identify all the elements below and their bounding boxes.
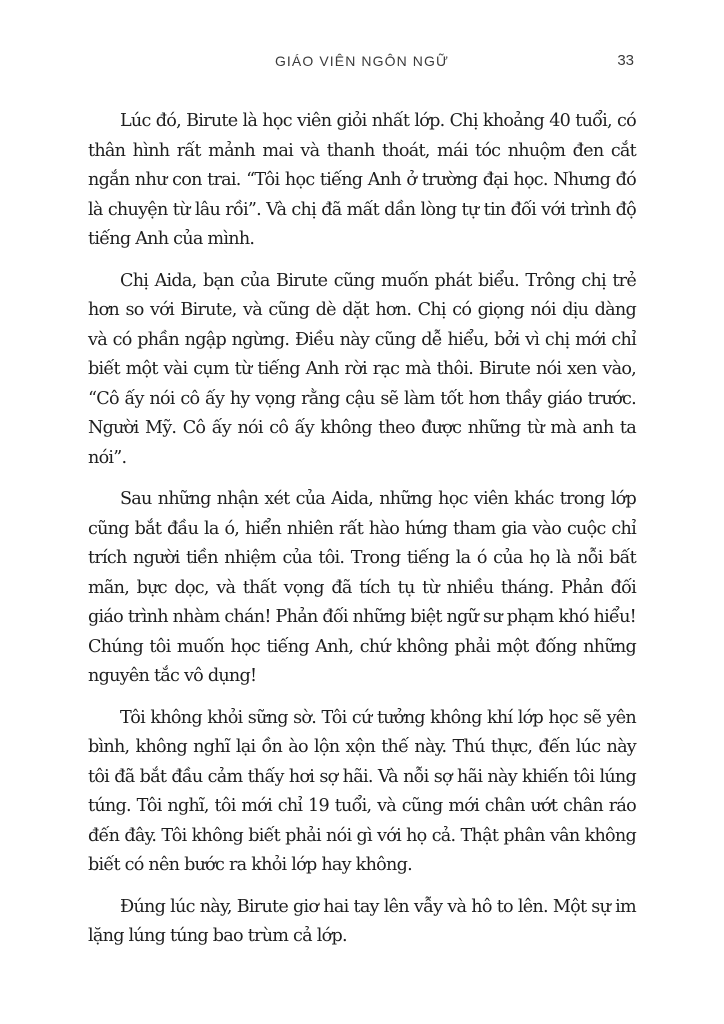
running-title: GIÁO VIÊN NGÔN NGỮ <box>274 53 450 69</box>
paragraph: Đúng lúc này, Birute giơ hai tay lên vẫy và hô to lên. Một sự im lặng lúng túng bao trùm cả lớp. <box>88 896 636 946</box>
body-text <box>88 107 636 964</box>
paragraph: Tôi không khỏi sững sờ. Tôi cứ tưởng không khí lớp học sẽ yên bình, không nghĩ lại ồn ào lộn xộn thế này. Thú thực, đến lúc này tôi đã bắt đầu cảm thấy hơi sợ hãi. Và nỗi sợ hãi này khiến tôi lúng túng. Tôi nghĩ, tôi mới chỉ 19 tuổi, và cũng mới chân ướt chân ráo đến đây. Tôi không biết phải nói gì với họ cả. Thật phân vân không biết có nên bước ra khỏi lớp hay không. <box>88 707 636 875</box>
paragraph: Chị Aida, bạn của Birute cũng muốn phát biểu. Trông chị trẻ hơn so với Birute, và cũng dè dặt hơn. Chị có giọng nói dịu dàng và có phần ngập ngừng. Điều này cũng dễ hiểu, bởi vì chị mới chỉ biết một vài cụm từ tiếng Anh rời rạc mà thôi. Birute nói xen vào, “Cô ấy nói cô ấy hy vọng rằng cậu sẽ làm tốt hơn thầy giáo trước. Người Mỹ. Cô ấy nói cô ấy không theo được những từ mà anh ta nói”. <box>88 270 636 468</box>
paragraph: Lúc đó, Birute là học viên giỏi nhất lớp. Chị khoảng 40 tuổi, có thân hình rất mảnh mai và thanh thoát, mái tóc nhuộm đen cắt ngắn như con trai. “Tôi học tiếng Anh ở trường đại học. Nhưng đó là chuyện từ lâu rồi”. Và chị đã mất dần lòng tự tin đối với trình độ tiếng Anh của mình. <box>88 111 636 249</box>
page-number: 33 <box>617 52 634 69</box>
paragraph: Sau những nhận xét của Aida, những học viên khác trong lớp cũng bắt đầu la ó, hiển nhiên rất hào hứng tham gia vào cuộc chỉ trích người tiền nhiệm của tôi. Trong tiếng la ó của họ là nỗi bất mãn, bực dọc, và thất vọng đã tích tụ từ nhiều tháng. Phản đối giáo trình nhàm chán! Phản đối những biệt ngữ sư phạm khó hiểu! Chúng tôi muốn học tiếng Anh, chứ không phải một đống những nguyên tắc vô dụng! <box>88 489 636 686</box>
